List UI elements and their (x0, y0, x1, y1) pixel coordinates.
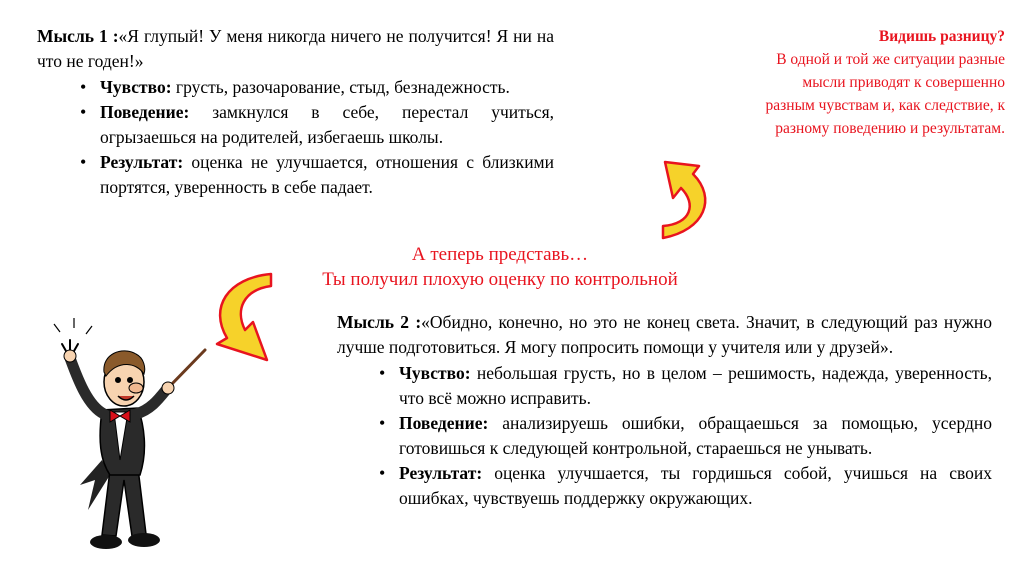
thought-2-result: • Результат: оценка улучшается, ты гордишься собой, учишься на своих ошибках, чувствуешь поддержку окружающих. (373, 461, 992, 511)
prompt-line-1: А теперь представь… (411, 244, 589, 265)
situation-prompt (230, 242, 770, 292)
thought-1-result: • Результат: оценка не улучшается, отношения с близкими портятся, уверенность в себе падает. (74, 150, 554, 200)
thought-1-feeling: • Чувство: грусть, разочарование, стыд, безнадежность. (74, 75, 554, 100)
curved-arrow-icon (205, 268, 280, 373)
thought-2-title: Мысль 2 : (337, 312, 422, 332)
curved-arrow-icon (655, 140, 730, 248)
thought-1-behavior: • Поведение: замкнулся в себе, перестал учиться, огрызаешься на родителей, избегаешь школы. (74, 100, 554, 150)
thought-2-behavior: • Поведение: анализируешь ошибки, обращаешься за помощью, усердно готовишься к следующей контрольной, стараешься не унывать. (373, 411, 992, 461)
side-note (760, 25, 1005, 140)
thought-1-list (74, 75, 554, 200)
thought-1-text: Мысль 1 :«Я глупый! У меня никогда ничего не получится! Я ни на что не годен!» (37, 26, 554, 71)
conductor-illustration (40, 310, 210, 565)
thought-2-feeling: • Чувство: небольшая грусть, но в целом – решимость, надежда, уверенность, что всё можно исправить. (373, 361, 992, 411)
thought-2-text: Мысль 2 :«Обидно, конечно, но это не конец света. Значит, в следующий раз нужно лучше подготовиться. Я могу попросить помощи у учителя или у друзей». (337, 312, 992, 357)
thought-1-title: Мысль 1 : (37, 26, 119, 46)
prompt-line-2: Ты получил плохую оценку по контрольной (322, 269, 678, 290)
thought-2-block (337, 310, 992, 511)
side-note-text: В одной и той же ситуации разные мысли приводят к совершенно разным чувствам и, как следствие, к разному поведению и результатам. (765, 51, 1005, 137)
thought-2-list (373, 361, 992, 511)
thought-1-block (37, 24, 554, 200)
side-note-title: Видишь разницу? (878, 28, 1005, 45)
